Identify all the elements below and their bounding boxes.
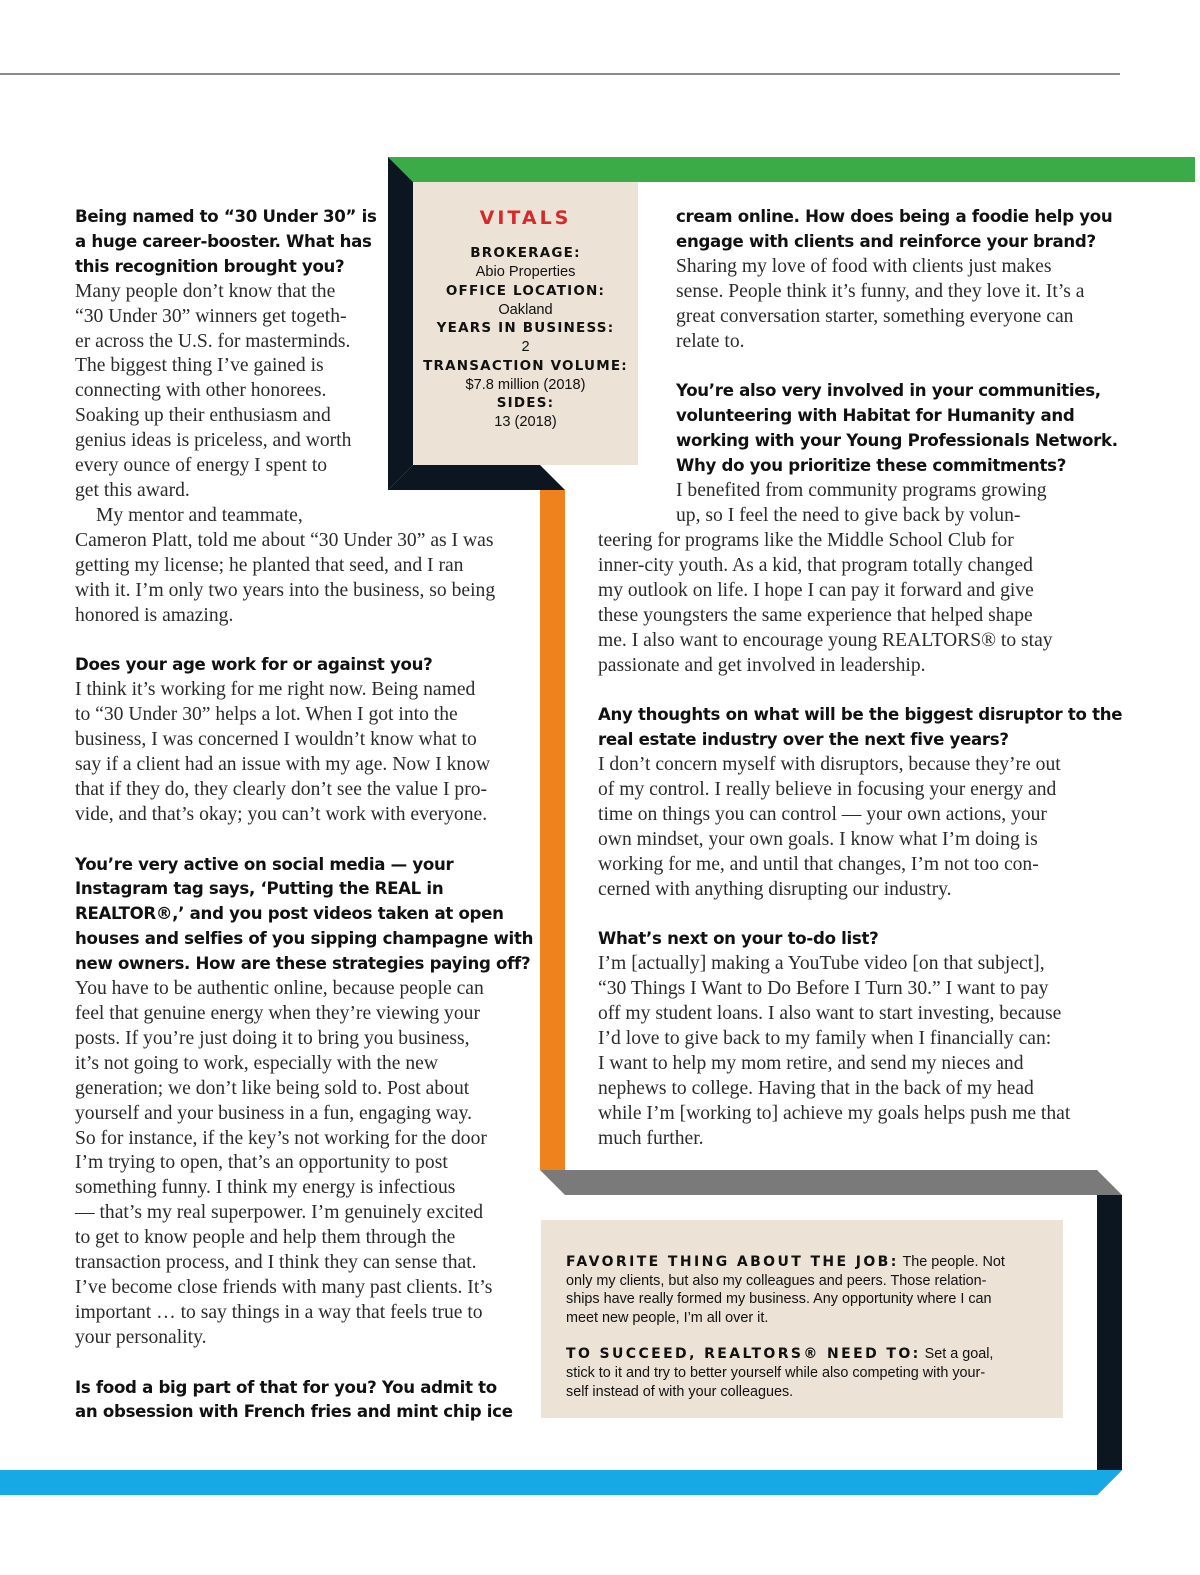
question-disruptor: [598, 703, 1123, 753]
text-line: much further.: [598, 1127, 704, 1149]
text-line: business, I was concerned I wouldn’t know what to: [75, 729, 477, 751]
orange-bar: [540, 490, 565, 1170]
answer-30-under-30: [75, 280, 515, 629]
answer-social-media: [75, 977, 515, 1351]
text-line: it’s not going to work, especially with the new: [75, 1052, 438, 1074]
text-line: What’s next on your to-do list?: [598, 929, 879, 949]
text-line: passionate and get involved in leadership.: [598, 654, 926, 676]
text-line: say if a client had an issue with my age. Now I know: [75, 753, 491, 775]
text-line: The biggest thing I’ve gained is: [75, 355, 324, 377]
text-line: Soaking up their enthusiasm and: [75, 405, 331, 427]
text-line: inner-city youth. As a kid, that program totally changed: [598, 554, 1033, 576]
text-line: I’m trying to open, that’s an opportunity to post: [75, 1152, 448, 1174]
gray-bar: [540, 1170, 1122, 1195]
text-line: I’ve become close friends with many past clients. It’s: [75, 1276, 493, 1298]
vitals-label-brokerage: BROKERAGE:: [470, 245, 581, 261]
text-line: nephews to college. Having that in the back of my head: [598, 1077, 1034, 1099]
text-line: volunteering with Habitat for Humanity and: [676, 406, 1075, 426]
text-line: Set a goal,: [920, 1346, 994, 1363]
text-line: You’re also very involved in your communities,: [676, 381, 1101, 401]
text-line: great conversation starter, something everyone can: [676, 305, 1074, 327]
text-line: REALTOR®,’ and you post videos taken at open: [75, 904, 504, 924]
text-line: vide, and that’s okay; you can’t work with everyone.: [75, 803, 488, 825]
text-line: ships have really formed my business. Any opportunity where I can: [566, 1291, 992, 1308]
text-line: Being named to “30 Under 30” is: [75, 207, 377, 226]
text-line: er across the U.S. for masterminds.: [75, 330, 351, 352]
text-line: important … to say things in a way that feels true to: [75, 1301, 483, 1323]
text-line: relate to.: [676, 330, 745, 352]
text-line: The people. Not: [898, 1254, 1005, 1270]
text-line: Sharing my love of food with clients just makes: [676, 255, 1052, 277]
vitals-value-volume: $7.8 million (2018): [465, 376, 586, 393]
text-line: houses and selfies of you sipping champagne with: [75, 929, 534, 949]
text-line: self instead of with your colleagues.: [566, 1383, 794, 1400]
text-line: transaction process, and I think they can sense that.: [75, 1252, 477, 1274]
green-bar: [388, 157, 1195, 182]
text-line: engage with clients and reinforce your brand?: [676, 231, 1096, 251]
text-line: sense. People think it’s funny, and they love it. It’s a: [676, 280, 1085, 302]
vitals-value-office-location: Oakland: [498, 301, 553, 318]
text-line: Instagram tag says, ‘Putting the REAL in: [75, 879, 444, 899]
text-line: get this award.: [75, 479, 190, 501]
vitals-label-years: YEARS IN BUSINESS:: [436, 320, 615, 336]
to-succeed-label: TO SUCCEED, REALTORS® NEED TO:: [566, 1346, 921, 1363]
text-line: Why do you prioritize these commitments?: [676, 456, 1067, 476]
text-line: cream online. How does being a foodie help you: [676, 207, 1113, 226]
vitals-value-years: 2: [521, 339, 530, 355]
text-line: me. I also want to encourage young REALTORS® to stay: [598, 629, 1053, 651]
text-line: teering for programs like the Middle School Club for: [598, 530, 1014, 551]
question-communities: [676, 379, 1118, 479]
text-line: connecting with other honorees.: [75, 380, 327, 402]
text-line: I want to help my mom retire, and send my nieces and: [598, 1053, 1024, 1074]
text-line: new owners. How are these strategies paying off?: [75, 954, 531, 974]
blue-bar: [0, 1470, 1122, 1495]
text-line: these youngsters the same experience that helped shape: [598, 604, 1033, 626]
text-line: a huge career-booster. What has: [75, 231, 372, 251]
question-social-media: [75, 853, 534, 978]
right-black-edge: [1097, 1195, 1122, 1495]
answer-food: [676, 255, 1106, 355]
question-food-continued: [676, 205, 1113, 255]
question-food: [75, 1376, 515, 1426]
text-line: I think it’s working for me right now. Being named: [75, 679, 476, 701]
text-line: Does your age work for or against you?: [75, 655, 433, 675]
text-line: Cameron Platt, told me about “30 Under 30” as I was: [75, 529, 494, 551]
vitals-label-sides: SIDES:: [496, 395, 555, 411]
text-line: time on things you can control — your own actions, your: [598, 803, 1047, 825]
text-line: stick to it and try to better yourself while also competing with your-: [566, 1364, 986, 1381]
text-line: So for instance, if the key’s not working for the door: [75, 1127, 487, 1149]
vitals-value-brokerage: Abio Properties: [475, 264, 576, 280]
text-line: yourself and your business in a fun, engaging way.: [75, 1102, 473, 1124]
text-line: I’d love to give back to my family when I financially can:: [598, 1028, 1052, 1050]
text-line: only my clients, but also my colleagues and peers. Those relation-: [566, 1272, 987, 1289]
text-line: real estate industry over the next five years?: [598, 730, 1009, 750]
text-line: own mindset, your own goals. I know what I’m doing is: [598, 828, 1038, 850]
vitals-label-office-location: OFFICE LOCATION:: [445, 282, 606, 299]
text-line: My mentor and teammate,: [96, 504, 303, 526]
to-succeed-paragraph: [566, 1345, 1046, 1401]
answer-communities-start: [676, 479, 1106, 529]
text-line: Many people don’t know that the: [75, 280, 336, 302]
text-line: feel that genuine energy when they’re viewing your: [75, 1002, 480, 1024]
text-line: posts. If you’re just doing it to bring you business,: [75, 1027, 470, 1049]
text-line: to “30 Under 30” helps a lot. When I got into the: [75, 704, 458, 726]
text-line: my outlook on life. I hope I can pay it forward and give: [598, 579, 1034, 601]
text-line: cerned with anything disrupting our industry.: [598, 878, 952, 900]
text-line: You’re very active on social media — your: [75, 854, 454, 874]
vitals-value-sides: 13 (2018): [494, 414, 557, 430]
text-line: that if they do, they clearly don’t see the value I pro-: [75, 778, 488, 800]
text-line: off my student loans. I also want to start investing, because: [598, 1003, 1062, 1025]
text-line: while I’m [working to] achieve my goals helps push me that: [598, 1102, 1071, 1124]
favorite-thing-label: FAVORITE THING ABOUT THE JOB:: [566, 1254, 899, 1270]
text-line: of my control. I really believe in focusing your energy and: [598, 779, 1057, 801]
answer-age: [75, 678, 515, 827]
text-line: Any thoughts on what will be the biggest disruptor to the: [598, 705, 1123, 725]
vitals-label-volume: TRANSACTION VOLUME:: [423, 357, 628, 374]
text-line: “30 Things I Want to Do Before I Turn 30.” I want to pay: [598, 978, 1049, 1000]
favorites-box: [541, 1220, 1063, 1418]
text-line: working for me, and until that changes, I’m not too con-: [598, 853, 1039, 875]
text-line: to get to know people and help them through the: [75, 1227, 456, 1249]
answer-disruptor: [598, 753, 1098, 902]
text-line: an obsession with French fries and mint chip ice: [75, 1402, 513, 1422]
answer-todo: [598, 952, 1098, 1151]
text-line: — that’s my real superpower. I’m genuinely excited: [75, 1202, 484, 1224]
text-line: You have to be authentic online, because people can: [75, 978, 484, 1000]
text-line: I benefited from community programs growing: [676, 479, 1047, 501]
text-line: I’m [actually] making a YouTube video [on that subject],: [598, 953, 1045, 975]
text-line: working with your Young Professionals Network.: [676, 431, 1118, 451]
question-age: [75, 653, 515, 678]
favorite-thing-paragraph: [566, 1253, 1046, 1327]
vitals-title: VITALS: [479, 207, 572, 229]
text-line: I don’t concern myself with disruptors, because they’re out: [598, 754, 1061, 776]
question-30-under-30: [75, 205, 515, 280]
text-line: “30 Under 30” winners get togeth-: [75, 305, 347, 327]
text-line: this recognition brought you?: [75, 256, 345, 276]
text-line: up, so I feel the need to give back by volun-: [676, 504, 1021, 526]
answer-communities: [598, 529, 1098, 678]
right-column-lower: [598, 529, 1123, 1152]
text-line: every ounce of energy I spent to: [75, 455, 328, 477]
question-todo: [598, 927, 1098, 952]
right-column-upper: [676, 205, 1118, 529]
text-line: meet new people, I’m all over it.: [566, 1309, 769, 1326]
text-line: genius ideas is priceless, and worth: [75, 430, 352, 452]
text-line: generation; we don’t like being sold to. Post about: [75, 1077, 470, 1099]
text-line: Is food a big part of that for you? You admit to: [75, 1377, 497, 1397]
text-line: with it. I’m only two years into the business, so being: [75, 579, 496, 601]
text-line: something funny. I think my energy is infectious: [75, 1177, 456, 1199]
text-line: honored is amazing.: [75, 604, 234, 626]
text-line: getting my license; he planted that seed, and I ran: [75, 554, 464, 576]
text-line: your personality.: [75, 1326, 207, 1348]
